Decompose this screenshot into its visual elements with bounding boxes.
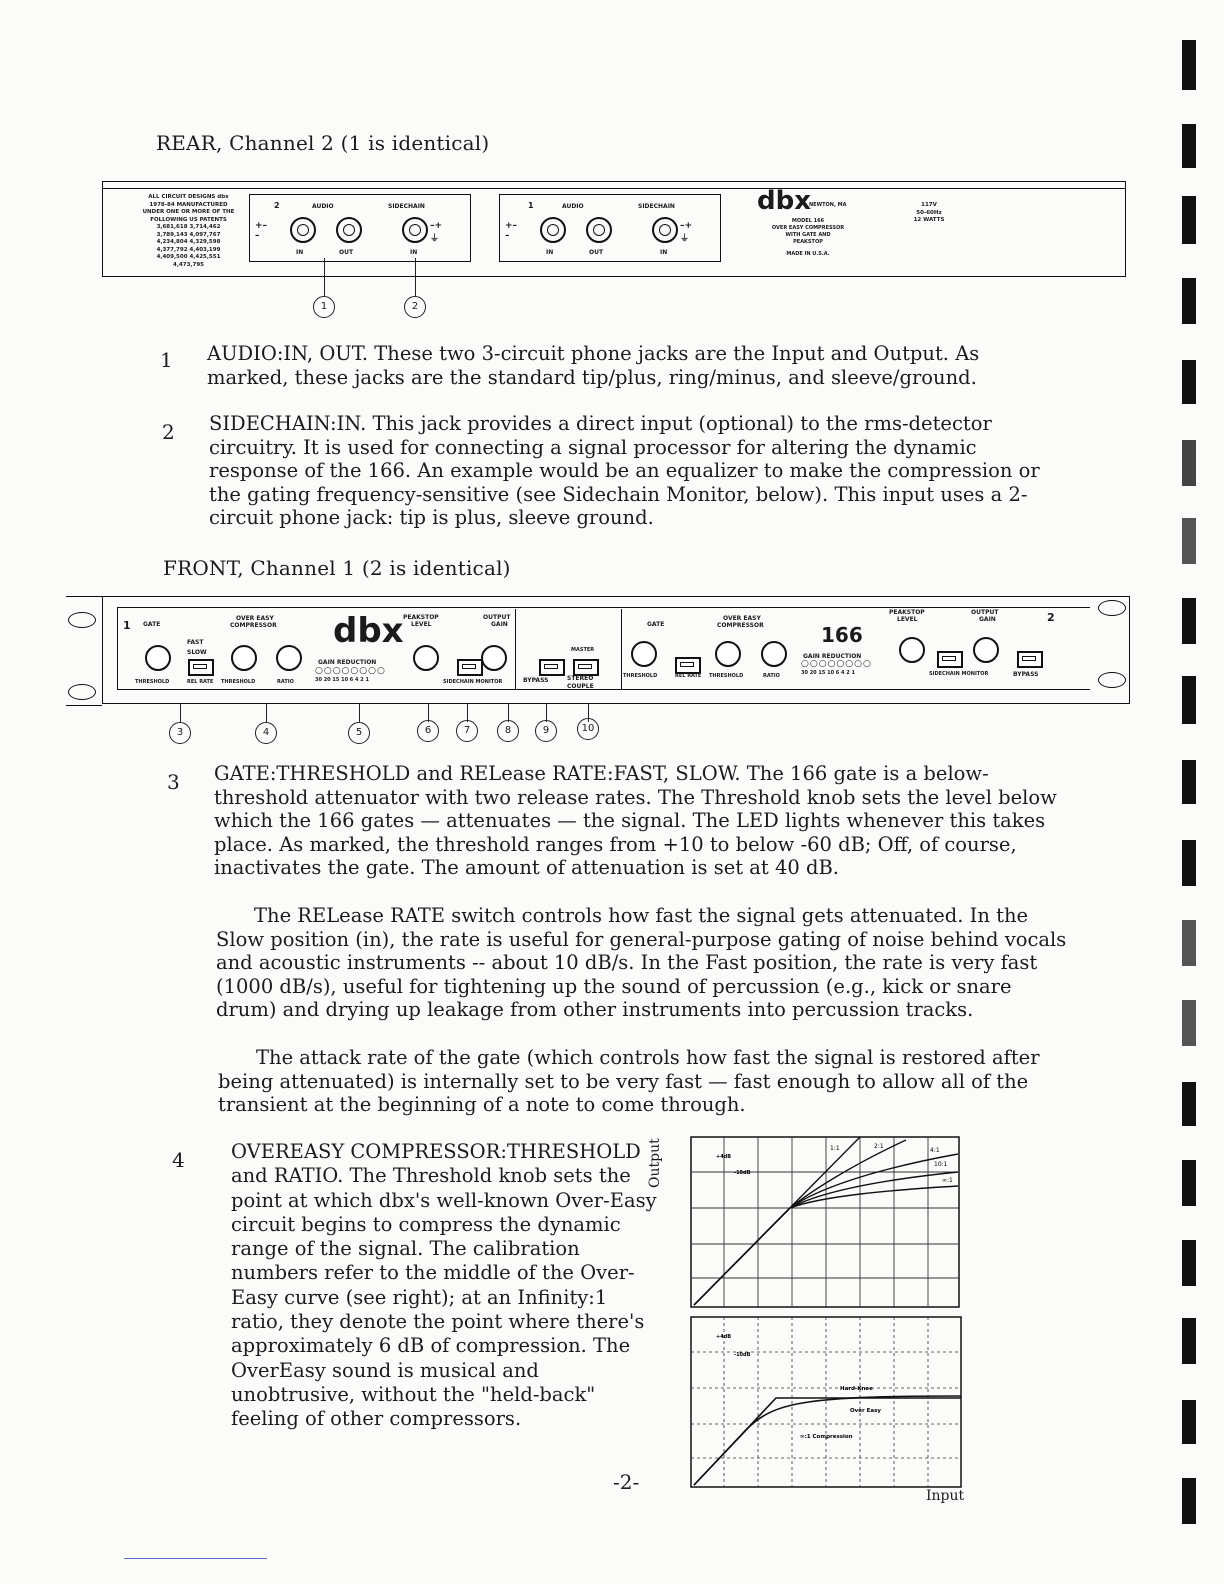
binder-mark-6 xyxy=(1182,440,1196,486)
binder-mark-9 xyxy=(1182,676,1196,724)
front-callout-4: 4 xyxy=(255,722,277,744)
ch2-compressor-label: COMPRESSOR xyxy=(717,622,764,629)
binder-mark-8 xyxy=(1182,598,1196,644)
ch2-compressor-threshold-knob[interactable] xyxy=(715,641,741,667)
ch2-bypass-switch[interactable] xyxy=(1017,651,1043,668)
ch1-bypass-label: BYPASS xyxy=(523,677,549,684)
graph-top-level-1: +4dB xyxy=(716,1154,732,1160)
rack-hole-right-top[interactable] xyxy=(1098,600,1126,616)
item-2-number: 2 xyxy=(162,420,175,444)
binder-mark-14 xyxy=(1182,1082,1196,1126)
rear-channel-1-box xyxy=(499,194,721,262)
item-1-number: 1 xyxy=(160,348,173,372)
rear-model-line-4: PEAKSTOP xyxy=(793,239,823,245)
binder-mark-4 xyxy=(1182,278,1196,324)
ch1-ratio-label: RATIO xyxy=(277,679,294,685)
ch2-output-label: OUTPUT xyxy=(971,609,999,616)
rear-brand-location: NEWTON, MA xyxy=(809,202,847,208)
patents-text: ALL CIRCUIT DESIGNS dbx 1978-84 MANUFACTURED UNDER ONE OR MORE OF THE FOLLOWING US PATENTS 3,681,618 3,714,462 3,789,143 4,097,767 4,234,804 4,329,598 4,377,792 4,403,199 4,409,500 4,425,551 4,473,795 xyxy=(142,194,235,268)
rear-power-watts: 12 WATTS xyxy=(913,217,945,223)
ch1-gain-label: GAIN xyxy=(491,621,508,628)
item-2-text: SIDECHAIN:IN. This jack provides a direct input (optional) to the rms-detector circuitry. It is used for connecting a signal processor for altering the dynamic response of the 166. An example would be an equalizer to make the compression or the gating frequency-sensitive (see Sidechain Monitor, below). This input uses a 2-circuit phone jack: tip is plus, sleeve ground. xyxy=(209,412,1040,529)
front-panel-inner-left xyxy=(117,607,118,689)
item-4-text: OVEREASY COMPRESSOR:THRESHOLD and RATIO. The Threshold knob sets the point at which dbx's well-known Over-Easy circuit begins to compress the dynamic range of the signal. The calibration numbers refer to the middle of the Over-Easy curve (see right); at an Infinity:1 ratio, they denote the point where there's approximately 6 dB of compression. The OverEasy sound is musical and unobtrusive, without the "held-back" feeling of other compressors. xyxy=(231,1140,657,1431)
ch1-gate-threshold-knob[interactable] xyxy=(145,645,171,671)
master-label: MASTER xyxy=(571,647,595,653)
rear-ch2-sidechain-in-jack[interactable] xyxy=(402,217,428,243)
binder-mark-15 xyxy=(1182,1160,1196,1206)
ch1-compressor-label: COMPRESSOR xyxy=(230,622,277,629)
binder-mark-11 xyxy=(1182,840,1196,886)
ch1-level-label: LEVEL xyxy=(411,621,432,628)
graph-top-ratio-inf-1: ∞:1 xyxy=(942,1177,953,1184)
binder-mark-19 xyxy=(1182,1478,1196,1524)
ch1-comp-threshold-label: THRESHOLD xyxy=(221,679,256,685)
rear-ch2-audio-out-jack[interactable] xyxy=(336,217,362,243)
ch1-peakstop-level-knob[interactable] xyxy=(413,645,439,671)
ch1-slow-label: SLOW xyxy=(187,649,207,656)
graph-bottom-inf-compression-label: ∞:1 Compression xyxy=(800,1434,853,1440)
curve-over-easy xyxy=(694,1396,961,1485)
curve-hard-knee xyxy=(694,1398,961,1485)
front-model-166: 166 xyxy=(821,623,863,647)
ch2-gain-label: GAIN xyxy=(979,616,996,623)
graph-ylabel: Output xyxy=(647,1138,663,1188)
rear-channel-2-box xyxy=(249,194,471,262)
rear-callout-1-leader xyxy=(324,258,325,296)
ch2-gate-threshold-knob[interactable] xyxy=(631,641,657,667)
ch1-output-gain-knob[interactable] xyxy=(481,645,507,671)
front-ch2-number: 2 xyxy=(1047,611,1055,624)
rear-ch1-number: 1 xyxy=(528,201,534,210)
front-panel-inner-top xyxy=(117,607,1090,608)
front-callout-6: 6 xyxy=(417,720,439,742)
graph-top-ratio-10-1: 10:1 xyxy=(934,1161,948,1168)
graph-top-ratio-2-1: 2:1 xyxy=(874,1143,884,1150)
graph-top-ratio-4-1: 4:1 xyxy=(930,1147,940,1154)
graph-top-level-2: -10dB xyxy=(734,1170,751,1176)
rear-ch2-out-label: OUT xyxy=(339,249,354,256)
rear-callout-2-leader xyxy=(415,258,416,296)
binder-mark-12 xyxy=(1182,920,1196,966)
item-4-number: 4 xyxy=(172,1148,185,1172)
rear-ch1-ground-symbol: –+ ⏚ xyxy=(680,221,693,244)
binder-mark-17 xyxy=(1182,1318,1196,1364)
rear-ch1-audio-out-jack[interactable] xyxy=(586,217,612,243)
front-callout-10: 10 xyxy=(577,718,599,740)
front-dbx-logo: dbx xyxy=(333,611,404,651)
ch2-sidechain-monitor-label: SIDECHAIN MONITOR xyxy=(929,671,989,677)
rear-ch1-audio-in-jack[interactable] xyxy=(540,217,566,243)
binder-mark-10 xyxy=(1182,760,1196,804)
graph-bottom-curves xyxy=(694,1396,961,1485)
ch2-ratio-knob[interactable] xyxy=(761,641,787,667)
front-panel-channel-divider-2 xyxy=(621,609,622,689)
graph-bottom-hard-knee-label: Hard-Knee xyxy=(840,1386,873,1392)
ch1-fast-label: FAST xyxy=(187,639,204,646)
ch1-compressor-threshold-knob[interactable] xyxy=(231,645,257,671)
rear-ch2-sidechain-label: SIDECHAIN xyxy=(388,203,425,210)
ch2-peakstop-label: PEAKSTOP xyxy=(889,609,925,616)
item-1-text: AUDIO:IN, OUT. These two 3-circuit phone jacks are the Input and Output. As marked, these jacks are the standard tip/plus, ring/minus, and sleeve/ground. xyxy=(207,342,980,389)
rear-ch1-sidechain-label: SIDECHAIN xyxy=(638,203,675,210)
item-3-paragraph-1: GATE:THRESHOLD and RELease RATE:FAST, SLOW. The 166 gate is a below-threshold attenuator with two release rates. The Threshold knob sets the level below which the 166 gates — attenuates — the signal. The LED lights whenever this takes place. As marked, the threshold ranges from +10 to below -60 dB; Off, of course, inactivates the gate. The amount of attenuation is set at 40 dB. xyxy=(214,762,1057,879)
rear-ch2-ground-symbol: –+ ⏚ xyxy=(430,221,443,244)
rear-heading: REAR, Channel 2 (1 is identical) xyxy=(156,131,490,155)
ch2-comp-threshold-label: THRESHOLD xyxy=(709,673,744,679)
rear-made-in: MADE IN U.S.A. xyxy=(786,251,830,257)
rear-ch1-sidechain-in-label: IN xyxy=(660,249,668,256)
callout-3-leader xyxy=(180,704,181,722)
rear-ch2-in-label: IN xyxy=(296,249,304,256)
rear-model-line-1: MODEL 166 xyxy=(791,218,825,224)
ch1-sidechain-monitor-label: SIDECHAIN MONITOR xyxy=(443,679,503,685)
callout-4-leader xyxy=(266,704,267,722)
rear-ch2-audio-in-jack[interactable] xyxy=(290,217,316,243)
ch1-led-scale: 30 20 15 10 6 4 2 1 xyxy=(315,677,369,683)
ch2-sidechain-monitor-switch[interactable] xyxy=(937,651,963,668)
ch1-bypass-switch[interactable] xyxy=(539,659,565,676)
ch2-threshold-label: THRESHOLD xyxy=(623,673,658,679)
ch2-output-gain-knob[interactable] xyxy=(973,637,999,663)
front-callout-7: 7 xyxy=(456,720,478,742)
ch2-gate-label: GATE xyxy=(647,621,665,628)
ch1-ratio-knob[interactable] xyxy=(276,645,302,671)
rear-ch2-sidechain-in-label: IN xyxy=(410,249,418,256)
stereo-couple-label: STEREO COUPLE xyxy=(567,675,594,690)
rear-ch1-in-label: IN xyxy=(546,249,554,256)
ch2-gain-reduction-label: GAIN REDUCTION xyxy=(803,653,862,660)
front-ch1-number: 1 xyxy=(123,619,131,632)
ch1-threshold-label: THRESHOLD xyxy=(135,679,170,685)
binder-mark-13 xyxy=(1182,1000,1196,1046)
ch1-over-easy-label: OVER EASY xyxy=(236,615,274,622)
ch2-led-row: ○○○○○○○○ xyxy=(801,659,872,669)
rear-power-voltage: 117V xyxy=(921,202,937,208)
rack-hole-left-top[interactable] xyxy=(68,612,96,628)
ch1-sidechain-monitor-switch[interactable] xyxy=(457,659,483,676)
rear-ch2-number: 2 xyxy=(274,201,280,210)
ch1-peakstop-label: PEAKSTOP xyxy=(403,614,439,621)
ch1-led-row: ○○○○○○○○ xyxy=(315,666,386,676)
rack-hole-left-bottom[interactable] xyxy=(68,684,96,700)
rear-model-block xyxy=(753,218,863,258)
rear-dbx-logo: dbx xyxy=(757,186,811,216)
page-number: -2- xyxy=(613,1470,640,1494)
graph-top-ratio-1-1: 1:1 xyxy=(830,1145,840,1152)
binder-mark-3 xyxy=(1182,196,1196,244)
ch2-over-easy-label: OVER EASY xyxy=(723,615,761,622)
front-callout-8: 8 xyxy=(497,720,519,742)
rear-ch2-audio-label: AUDIO xyxy=(312,203,334,210)
ch1-output-label: OUTPUT xyxy=(483,614,511,621)
graph-bottom-level-2: -10dB xyxy=(734,1352,751,1358)
ch2-led-scale: 30 20 15 10 6 4 2 1 xyxy=(801,670,855,676)
rear-model-line-2: OVER EASY COMPRESSOR xyxy=(771,225,845,231)
front-callout-5: 5 xyxy=(348,722,370,744)
rear-callout-1: 1 xyxy=(313,296,335,318)
ch1-rel-rate-switch[interactable] xyxy=(188,659,214,676)
ch1-rel-rate-label: REL RATE xyxy=(187,679,214,685)
graph-bottom-level-1: +4dB xyxy=(716,1334,732,1340)
front-heading: FRONT, Channel 1 (2 is identical) xyxy=(163,556,511,580)
item-3-number: 3 xyxy=(167,770,180,794)
ch2-rel-rate-label: REL RATE xyxy=(675,673,702,679)
binder-mark-16 xyxy=(1182,1240,1196,1286)
rear-power-frequency: 50-60Hz xyxy=(916,209,942,216)
binder-mark-18 xyxy=(1182,1400,1196,1444)
rear-model-line-3: WITH GATE AND xyxy=(785,232,831,238)
rear-panel-inner-line xyxy=(103,188,1125,189)
rear-ch1-plus-minus: +– – xyxy=(505,221,518,241)
graph-bottom-grid xyxy=(691,1317,961,1487)
rear-ch2-plus-minus: +– – xyxy=(255,221,268,241)
stereo-couple-switch[interactable] xyxy=(573,659,599,676)
binder-mark-1 xyxy=(1182,40,1196,90)
ch2-level-label: LEVEL xyxy=(897,616,918,623)
rear-callout-2: 2 xyxy=(404,296,426,318)
ch2-peakstop-level-knob[interactable] xyxy=(899,637,925,663)
ch1-gate-label: GATE xyxy=(143,621,161,628)
rear-power-block xyxy=(899,202,959,225)
binder-mark-2 xyxy=(1182,124,1196,168)
item-3-paragraph-3: The attack rate of the gate (which controls how fast the signal is restored after being attenuated) is internally set to be very fast — fast enough to allow all of the transient at the beginning of a note to come through. xyxy=(218,1046,1040,1116)
rack-hole-right-bottom[interactable] xyxy=(1098,672,1126,688)
front-panel xyxy=(102,596,1090,704)
graph-xlabel: Input xyxy=(926,1488,965,1504)
scan-rule xyxy=(124,1558,267,1559)
ch2-rel-rate-switch[interactable] xyxy=(675,657,701,674)
ch2-ratio-label: RATIO xyxy=(763,673,780,679)
rear-ch1-sidechain-in-jack[interactable] xyxy=(652,217,678,243)
graph-top xyxy=(690,1136,960,1308)
binder-mark-5 xyxy=(1182,360,1196,404)
rear-ch1-out-label: OUT xyxy=(589,249,604,256)
binder-mark-7 xyxy=(1182,518,1196,564)
curve-2-to-1 xyxy=(694,1140,906,1305)
rear-panel xyxy=(102,181,1126,277)
rear-ch1-audio-label: AUDIO xyxy=(562,203,584,210)
front-callout-9: 9 xyxy=(535,720,557,742)
ch2-bypass-label: BYPASS xyxy=(1013,671,1039,678)
front-callout-3: 3 xyxy=(169,722,191,744)
ch1-gain-reduction-label: GAIN REDUCTION xyxy=(318,659,377,666)
graph-bottom-over-easy-label: Over Easy xyxy=(850,1408,881,1414)
graph-bottom xyxy=(690,1316,964,1488)
front-panel-channel-divider xyxy=(515,609,516,689)
callout-5-leader xyxy=(359,704,360,722)
item-3-paragraph-2: The RELease RATE switch controls how fast the signal gets attenuated. In the Slow position (in), the rate is useful for general-purpose gating of noise behind vocals and acoustic instruments -- about 10 dB/s. In the Fast position, the rate is very fast (1000 dB/s), useful for tightening up the sound of percussion (e.g., kick or snare drum) and drying up leakage from other instruments into percussion tracks. xyxy=(216,904,1067,1021)
